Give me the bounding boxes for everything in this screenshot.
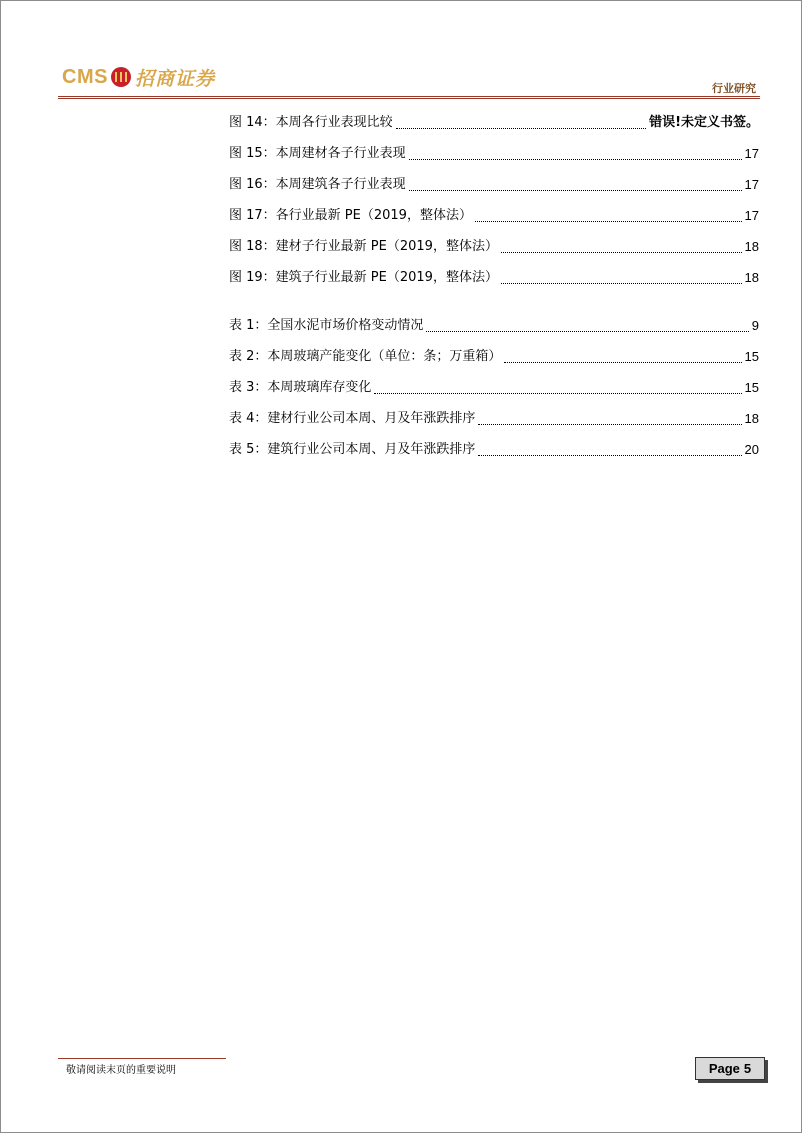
- toc-entry-label: 表 1：全国水泥市场价格变动情况: [229, 317, 424, 333]
- toc-entry-page: 17: [744, 176, 759, 192]
- page-word: Page: [708, 1061, 740, 1076]
- toc-entry-label: 图 17：各行业最新 PE（2019，整体法）: [229, 207, 472, 223]
- toc-entry-table[interactable]: [229, 341, 759, 372]
- logo-chinese: 招商证券: [134, 67, 215, 90]
- logo-latin: CMS: [62, 65, 108, 88]
- toc-entry-page: 17: [744, 207, 759, 223]
- header-divider: [58, 96, 760, 97]
- toc-leader-dots: [501, 273, 742, 284]
- toc-entry-label: 表 3：本周玻璃库存变化: [229, 379, 372, 395]
- toc-entry-label: 表 5：建筑行业公司本周、月及年涨跌排序: [229, 441, 476, 457]
- toc-entry-figure[interactable]: [229, 169, 759, 200]
- toc-entry-page: 17: [744, 145, 759, 161]
- cms-logo: [62, 62, 215, 92]
- toc-entry-label: 图 15：本周建材各子行业表现: [229, 145, 406, 161]
- page-number: 5: [743, 1061, 752, 1076]
- toc-entry-label: 表 4：建材行业公司本周、月及年涨跌排序: [229, 410, 476, 426]
- toc-entry-table[interactable]: [229, 372, 759, 403]
- toc-leader-dots: [374, 383, 741, 394]
- toc-entry-label: 表 2：本周玻璃产能变化（单位：条；万重箱）: [229, 348, 502, 364]
- toc-leader-dots: [396, 118, 646, 129]
- toc-leader-dots: [501, 242, 742, 253]
- toc-entry-label: 图 14：本周各行业表现比较: [229, 114, 393, 130]
- toc-entry-figure[interactable]: [229, 200, 759, 231]
- toc-entry-table[interactable]: [229, 310, 759, 341]
- toc-entry-page: 18: [744, 238, 759, 254]
- section-label: 行业研究: [712, 82, 756, 95]
- toc-entry-table[interactable]: [229, 434, 759, 465]
- toc-leader-dots: [475, 211, 742, 222]
- toc-leader-dots: [504, 352, 741, 363]
- toc-entry-page: 15: [744, 348, 759, 364]
- toc-entry-label: 图 19：建筑子行业最新 PE（2019，整体法）: [229, 269, 498, 285]
- toc-entry-figure[interactable]: [229, 138, 759, 169]
- toc-entry-page: 15: [744, 379, 759, 395]
- footer-divider: [58, 1058, 226, 1059]
- toc-leader-dots: [426, 321, 748, 332]
- toc-leader-dots: [409, 149, 742, 160]
- toc-entry-label: 图 18：建材子行业最新 PE（2019，整体法）: [229, 238, 498, 254]
- toc-leader-dots: [478, 445, 741, 456]
- toc-section-gap: [229, 293, 759, 310]
- table-of-contents: [229, 107, 759, 465]
- toc-entry-figure[interactable]: [229, 262, 759, 293]
- toc-entry-figure[interactable]: [229, 231, 759, 262]
- toc-entry-page: 9: [751, 317, 759, 333]
- toc-entry-page: 错误!未定义书签。: [649, 114, 759, 130]
- toc-entry-page: 18: [744, 269, 759, 285]
- page-indicator: [695, 1057, 765, 1080]
- header-divider-secondary: [58, 98, 760, 99]
- disclaimer-note: 敬请阅读末页的重要说明: [66, 1065, 176, 1076]
- toc-entry-table[interactable]: [229, 403, 759, 434]
- toc-entry-figure[interactable]: [229, 107, 759, 138]
- toc-leader-dots: [409, 180, 742, 191]
- toc-entry-page: 20: [744, 441, 759, 457]
- logo-emblem-icon: [111, 67, 131, 87]
- toc-entry-label: 图 16：本周建筑各子行业表现: [229, 176, 406, 192]
- toc-leader-dots: [478, 414, 741, 425]
- toc-entry-page: 18: [744, 410, 759, 426]
